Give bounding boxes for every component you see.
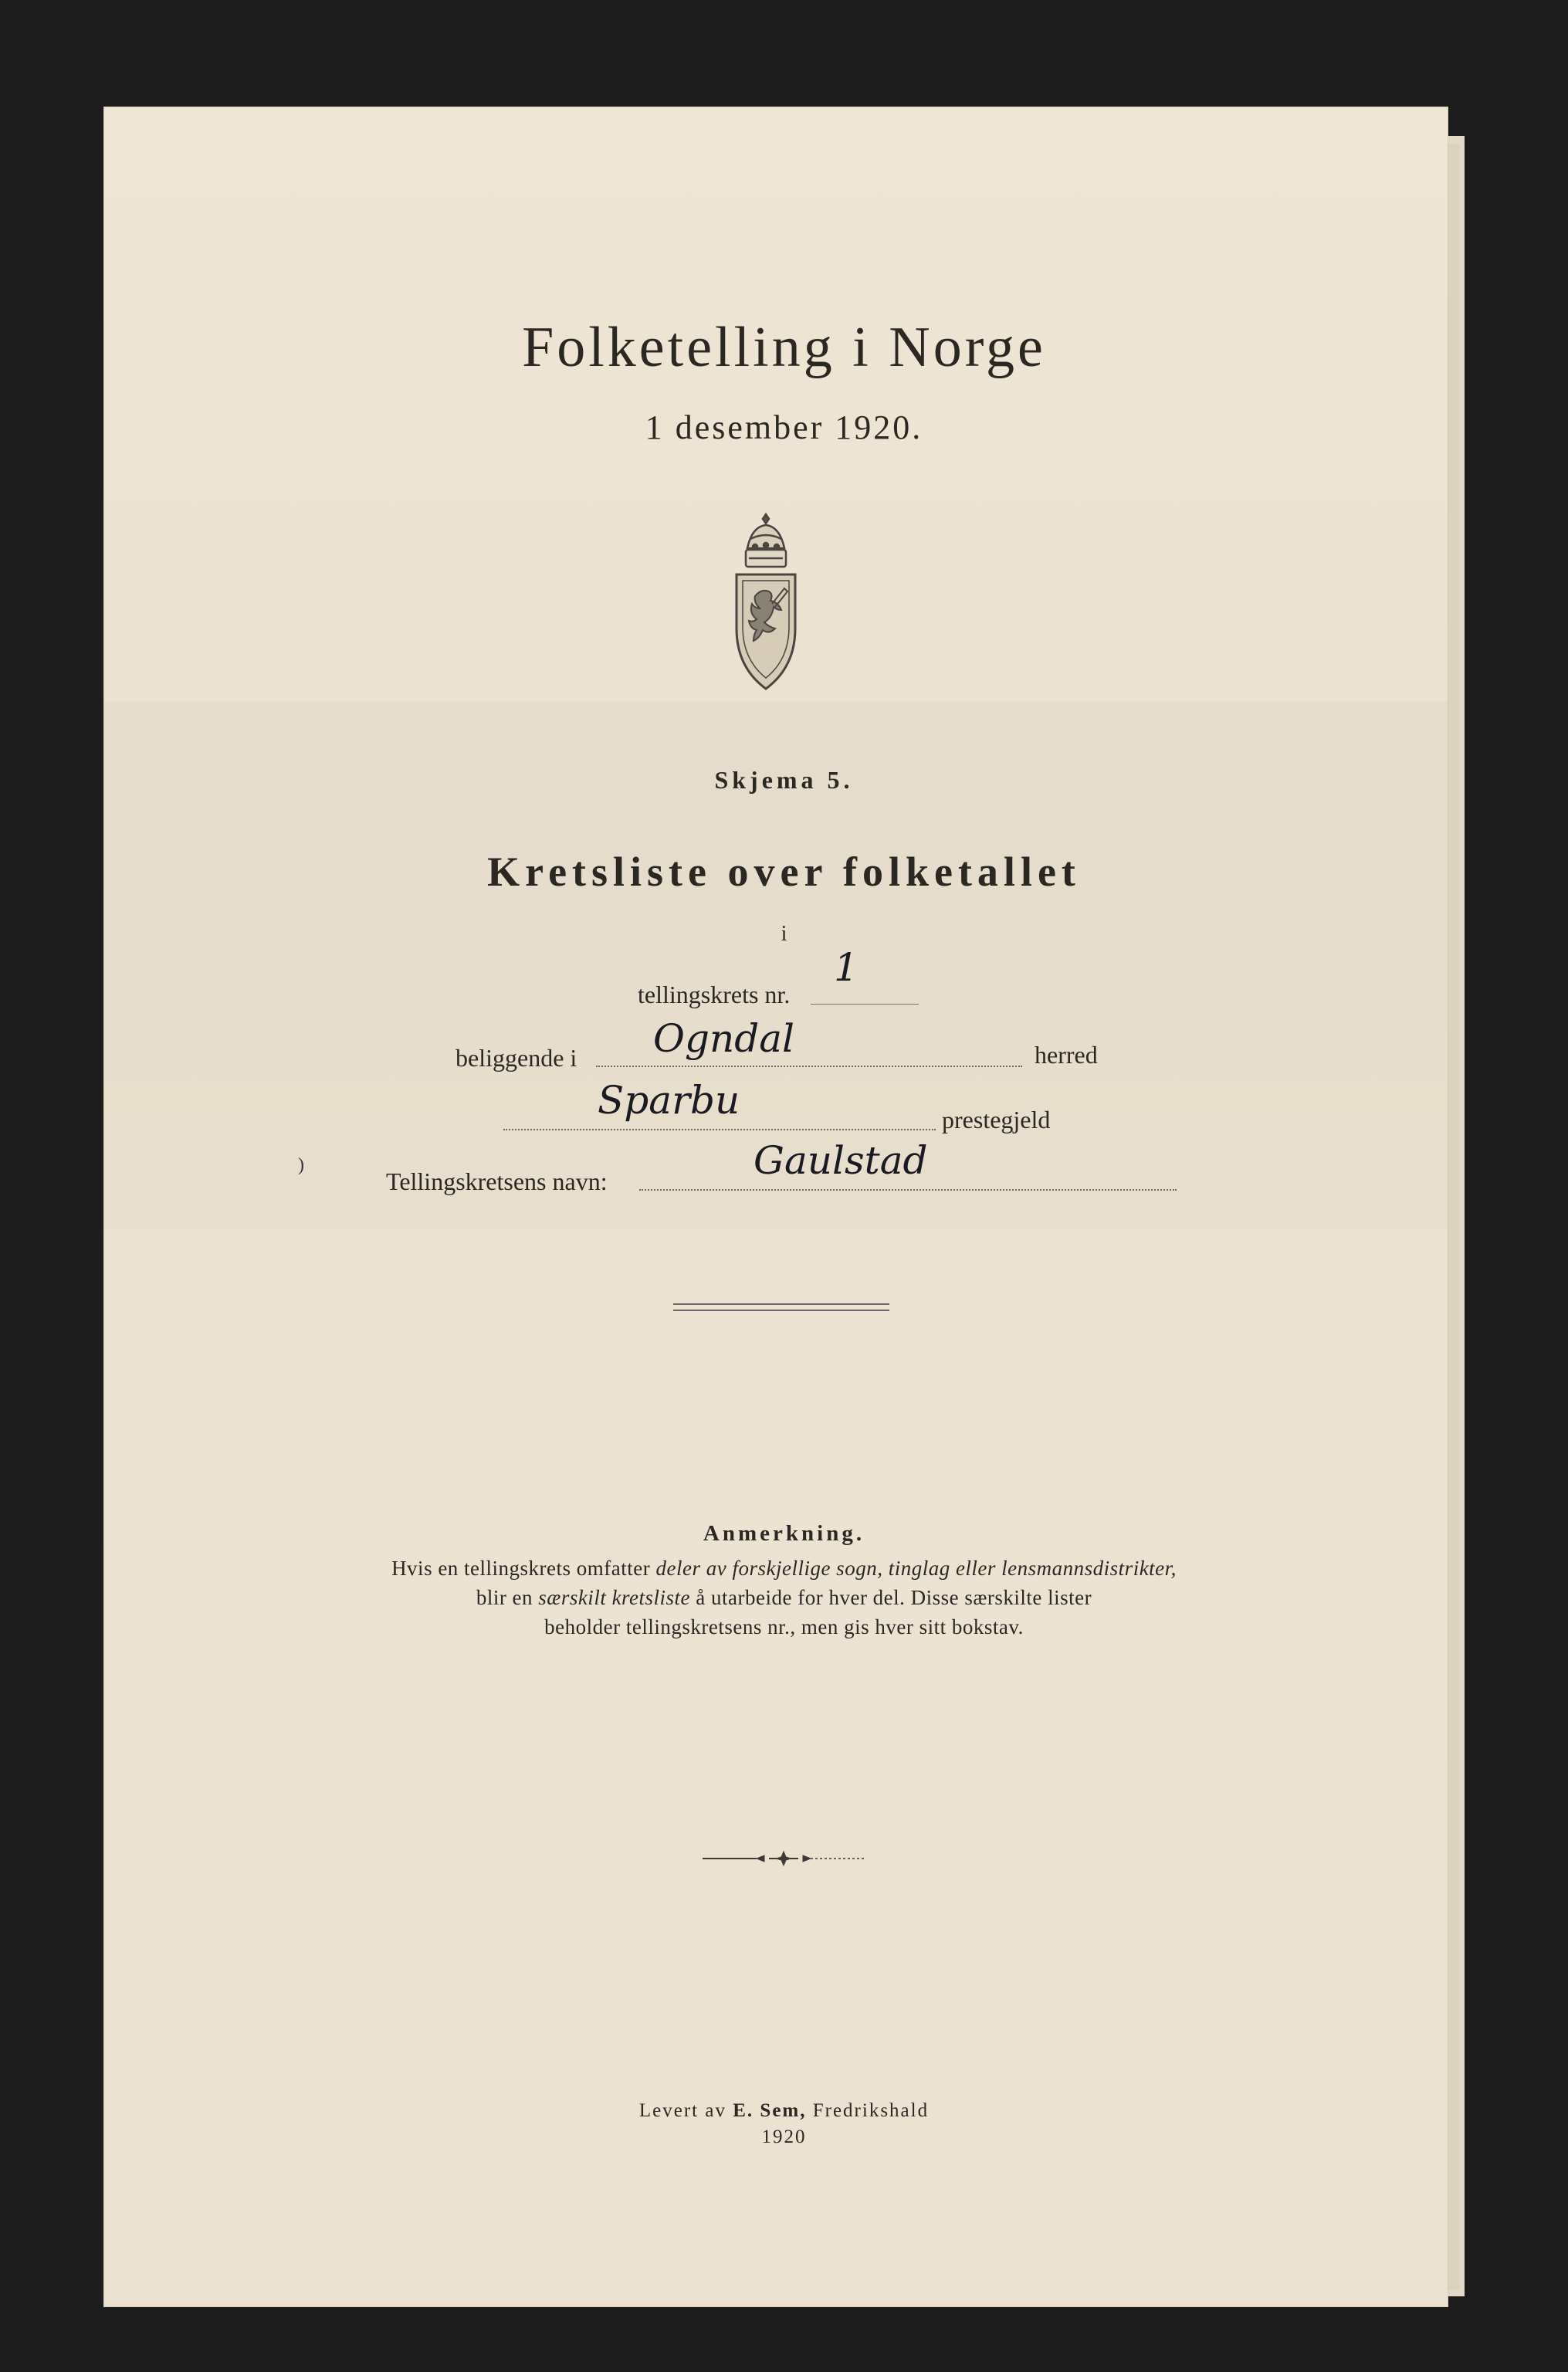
herred-value[interactable]: Ogndal bbox=[653, 1016, 795, 1061]
beliggende-line bbox=[596, 1066, 1022, 1067]
census-date: 1 desember 1920. bbox=[645, 408, 923, 446]
herred-label: herred bbox=[1035, 1041, 1098, 1069]
note-line-1-text: Hvis en tellingskrets omfatter bbox=[391, 1557, 656, 1580]
krets-number-value[interactable]: 1 bbox=[834, 945, 859, 990]
printer-prefix: Levert av bbox=[638, 2100, 733, 2121]
prestegjeld-line bbox=[503, 1129, 936, 1130]
note-line-2 bbox=[0, 1586, 1568, 1610]
krets-name-label: Tellingskretsens navn: bbox=[386, 1167, 608, 1195]
printer-year: 1920 bbox=[761, 2126, 807, 2147]
note-heading: Anmerkning. bbox=[703, 1521, 865, 1546]
form-number: Skjema 5. bbox=[714, 766, 854, 794]
document-title: Folketelling i Norge bbox=[522, 316, 1046, 379]
note-line-2-text-a: blir en bbox=[476, 1586, 539, 1609]
printer-place: Fredrikshald bbox=[806, 2100, 930, 2121]
printer-name: E. Sem, bbox=[733, 2100, 807, 2121]
note-line-2-text-c: å utarbeide for hver del. Disse særskilte lister bbox=[690, 1586, 1092, 1609]
krets-number-label: tellingskrets nr. bbox=[638, 981, 791, 1008]
krets-name-line bbox=[639, 1189, 1177, 1191]
note-line-1 bbox=[0, 1557, 1568, 1581]
krets-number-line bbox=[811, 1004, 919, 1005]
divider-rule-bottom bbox=[673, 1310, 889, 1311]
beliggende-label: beliggende i bbox=[455, 1044, 577, 1072]
ornament-divider-icon bbox=[695, 1847, 872, 1870]
note-line-1-italic: deler av forskjellige sogn, tinglag eller lensmannsdistrikter, bbox=[655, 1557, 1177, 1580]
krets-name-value[interactable]: Gaulstad bbox=[754, 1138, 928, 1183]
connector-word: i bbox=[781, 922, 787, 946]
divider-rule-top bbox=[673, 1303, 889, 1305]
margin-mark: ) bbox=[298, 1155, 304, 1175]
note-line-3: beholder tellingskretsens nr., men gis hver sitt bokstav. bbox=[544, 1615, 1024, 1638]
norwegian-coat-of-arms-icon bbox=[727, 511, 804, 696]
prestegjeld-value[interactable]: Sparbu bbox=[598, 1078, 740, 1123]
prestegjeld-label: prestegjeld bbox=[942, 1106, 1051, 1133]
form-title: Kretsliste over folketallet bbox=[487, 849, 1081, 895]
printer-line bbox=[0, 2100, 1568, 2122]
note-line-2-italic: særskilt kretsliste bbox=[538, 1586, 691, 1609]
